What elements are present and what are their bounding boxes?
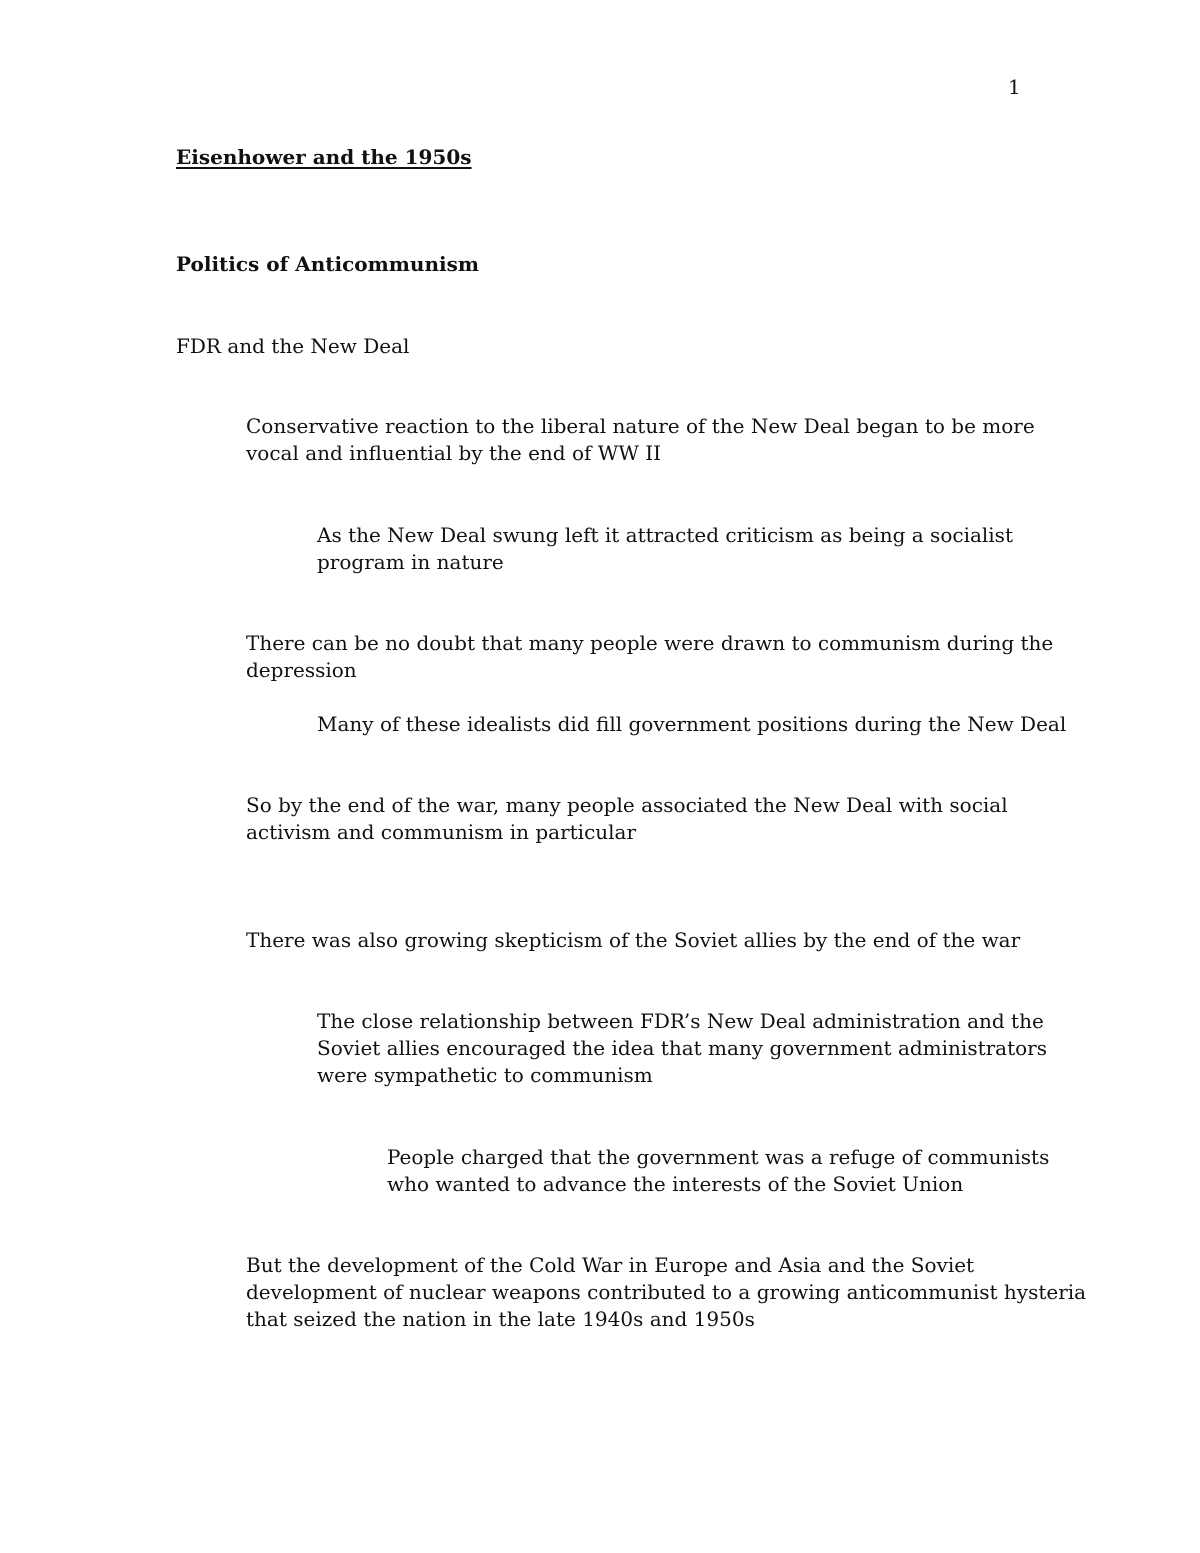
paragraph-line: There can be no doubt that many people were drawn to communism during the bbox=[246, 631, 1054, 655]
paragraph-line: There was also growing skepticism of the Soviet allies by the end of the war bbox=[246, 928, 1021, 952]
paragraph bbox=[317, 711, 1066, 738]
paragraph-line: Soviet allies encouraged the idea that many government administrators bbox=[317, 1036, 1047, 1060]
paragraph-line: that seized the nation in the late 1940s and 1950s bbox=[246, 1307, 755, 1331]
paragraph bbox=[246, 792, 1008, 846]
paragraph-line: But the development of the Cold War in Europe and Asia and the Soviet bbox=[246, 1253, 975, 1277]
paragraph-line: As the New Deal swung left it attracted criticism as being a socialist bbox=[317, 523, 1013, 547]
paragraph-line: The close relationship between FDR’s New Deal administration and the bbox=[317, 1009, 1044, 1033]
paragraph-line: Conservative reaction to the liberal nature of the New Deal began to be more bbox=[246, 414, 1035, 438]
paragraph-line: development of nuclear weapons contributed to a growing anticommunist hysteria bbox=[246, 1280, 1087, 1304]
paragraph bbox=[317, 1008, 1047, 1089]
paragraph-line: depression bbox=[246, 658, 357, 682]
paragraph bbox=[246, 413, 1035, 467]
paragraph-line: People charged that the government was a refuge of communists bbox=[387, 1145, 1050, 1169]
paragraph bbox=[246, 1252, 1086, 1333]
paragraph-line: program in nature bbox=[317, 550, 504, 574]
paragraph bbox=[387, 1144, 1049, 1198]
topic-heading: FDR and the New Deal bbox=[176, 334, 410, 358]
paragraph bbox=[246, 927, 1020, 954]
section-heading: Politics of Anticommunism bbox=[176, 252, 480, 276]
paragraph bbox=[317, 522, 1013, 576]
paragraph-line: So by the end of the war, many people associated the New Deal with social bbox=[246, 793, 1008, 817]
paragraph-line: who wanted to advance the interests of the Soviet Union bbox=[387, 1172, 964, 1196]
paragraph-line: vocal and influential by the end of WW II bbox=[246, 441, 662, 465]
paragraph bbox=[246, 630, 1053, 684]
page-number: 1 bbox=[1008, 75, 1021, 99]
document-title: Eisenhower and the 1950s bbox=[176, 145, 472, 169]
paragraph-line: were sympathetic to communism bbox=[317, 1063, 653, 1087]
paragraph-line: Many of these idealists did fill government positions during the New Deal bbox=[317, 712, 1067, 736]
paragraph-line: activism and communism in particular bbox=[246, 820, 637, 844]
